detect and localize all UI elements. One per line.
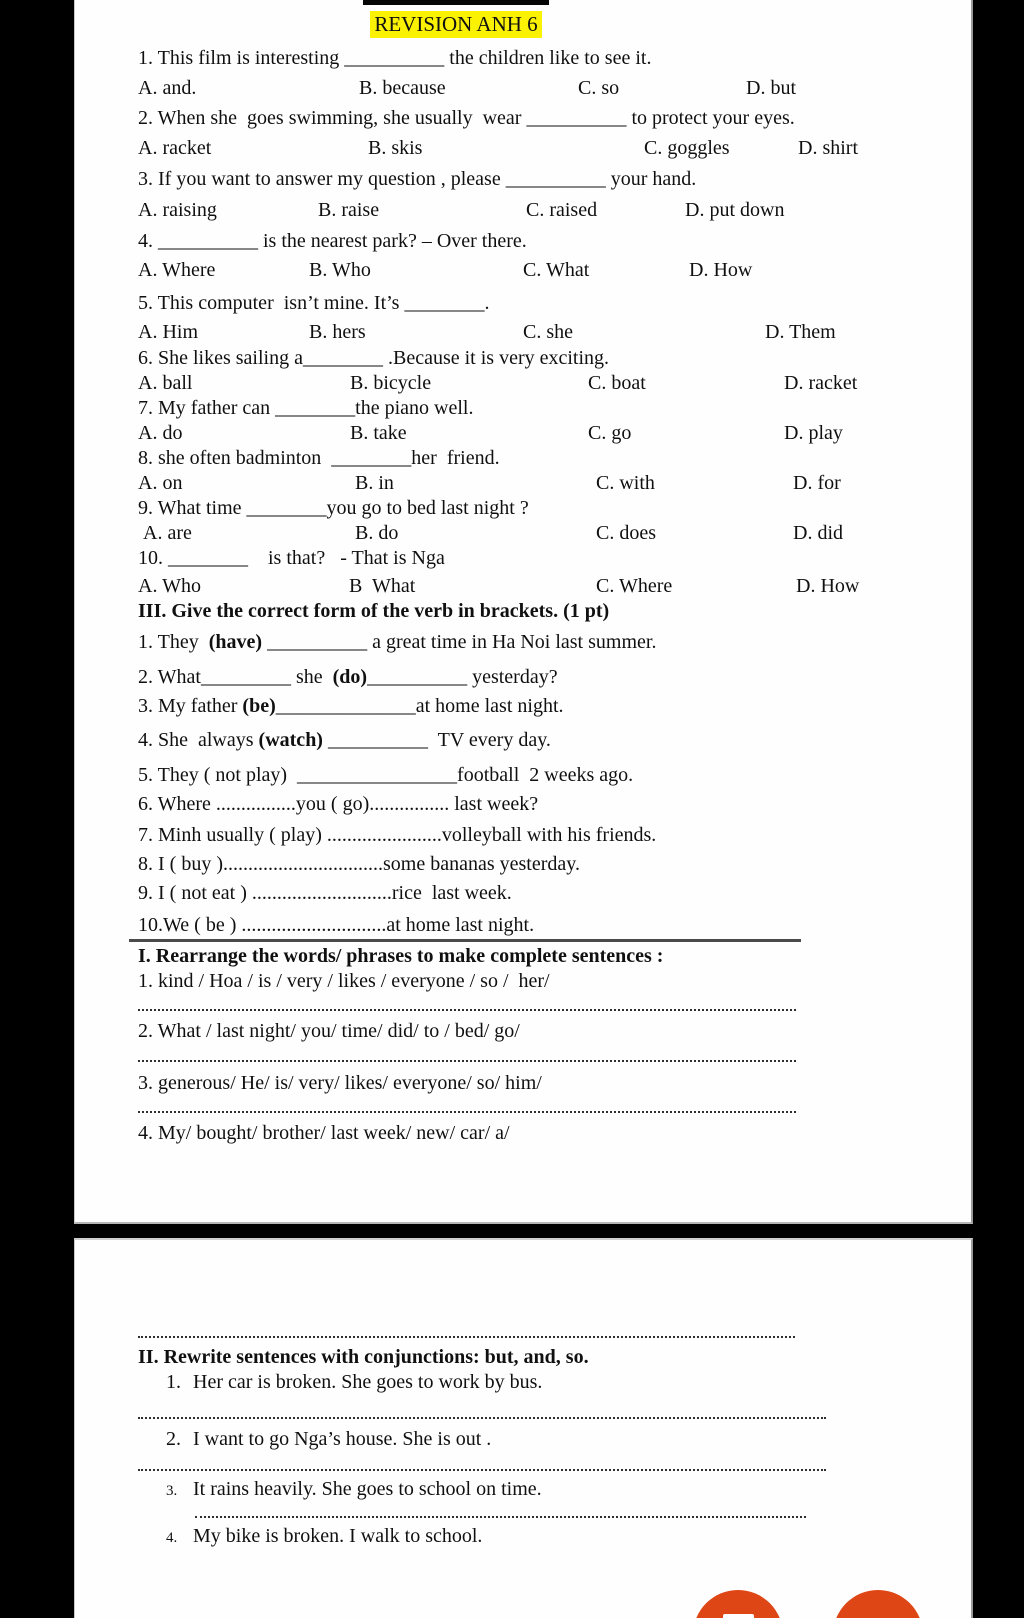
option-item: D. play [784,422,843,444]
section-1-heading: I. Rearrange the words/ phrases to make complete sentences : [138,945,664,967]
option-item: A. Where [138,259,216,281]
item-text: __________ a great time in Ha Noi last summer. [262,631,657,653]
option-row [138,320,971,344]
option-item: A. raising [138,199,217,221]
option-row [138,258,971,282]
item-text: __________ TV every day. [322,729,551,751]
dotted-answer-line [138,1334,795,1338]
verb-form-item: 9. I ( not eat ) ............................rice last week. [138,882,512,904]
option-item: B. in [355,472,394,494]
question-line: 10. ________ is that? - That is Nga [138,547,445,569]
section-divider-rule [129,939,801,942]
option-item: A. do [138,422,183,444]
option-item: C. boat [588,372,646,394]
option-item: C. goggles [644,137,730,159]
item-text: 2. What_________ she [138,666,333,688]
verb-form-item: 8. I ( buy )................................some bananas yesterday. [138,853,580,875]
verb-form-item: 5. They ( not play) ________________football 2 weeks ago. [138,764,634,786]
option-item: A. Him [138,321,198,343]
rewrite-item [166,1524,482,1548]
section-3-heading: III. Give the correct form of the verb in brackets. (1 pt) [138,600,610,622]
verb-form-item [138,728,551,752]
option-item: D. shirt [798,137,858,159]
rearrange-item: 4. My/ bought/ brother/ last week/ new/ car/ a/ [138,1122,510,1144]
rewrite-item [166,1427,491,1451]
option-item: B. take [350,422,407,444]
rewrite-item [166,1477,542,1501]
rewrite-item [166,1370,542,1394]
option-row [138,574,971,598]
verb-form-item [138,694,564,718]
option-item: D. Them [765,321,836,343]
question-line: 7. My father can ________the piano well. [138,397,474,419]
item-number: 1. [166,1371,181,1393]
option-item: B. hers [309,321,366,343]
item-text: 1. They [138,631,209,653]
item-text: It rains heavily. She goes to school on time. [193,1478,542,1500]
dotted-answer-line [138,1467,826,1471]
option-item: D. for [793,472,841,494]
verb-form-item: 6. Where ................you ( go)................ last week? [138,793,539,815]
item-verb: (watch) [258,729,323,751]
option-item: C. so [578,77,620,99]
item-text: My bike is broken. I walk to school. [193,1525,483,1547]
question-line: 6. She likes sailing a________ .Because it is very exciting. [138,347,610,369]
item-text: 4. She always [138,729,259,751]
option-item: A. and. [138,77,197,99]
dotted-answer-line [138,1415,826,1419]
option-item: C. go [588,422,632,444]
item-verb: (be) [242,695,276,717]
option-item: D. put down [685,199,785,221]
dotted-answer-line [138,1058,796,1062]
rearrange-item: 3. generous/ He/ is/ very/ likes/ everyone/ so/ him/ [138,1072,542,1094]
option-item: C. What [523,259,590,281]
worksheet-page-2 [74,1238,973,1618]
option-row [138,198,971,222]
option-item: A. ball [138,372,193,394]
scan-artifact-strip [363,0,549,5]
option-row [138,136,971,160]
rearrange-item: 1. kind / Hoa / is / very / likes / everyone / so / her/ [138,970,550,992]
option-item: D. but [746,77,796,99]
verb-form-item [138,630,656,654]
floating-action-button-2[interactable] [833,1590,923,1618]
dotted-answer-line [138,1007,796,1011]
option-item: D. How [689,259,753,281]
option-row [138,521,971,545]
option-item: B. because [359,77,446,99]
option-item: C. she [523,321,573,343]
option-row [138,371,971,395]
item-text: ______________at home last night. [275,695,564,717]
option-item: B. skis [368,137,423,159]
option-item: C. with [596,472,655,494]
rearrange-item: 2. What / last night/ you/ time/ did/ to / bed/ go/ [138,1020,520,1042]
option-item: D. racket [784,372,858,394]
question-line: 5. This computer isn’t mine. It’s ________. [138,292,490,314]
fab-icon-fragment [723,1614,754,1618]
option-row [138,421,971,445]
option-item: D. did [793,522,843,544]
item-text: I want to go Nga’s house. She is out . [193,1428,492,1450]
question-line: 8. she often badminton ________her friend. [138,447,500,469]
item-number: 3. [166,1483,178,1499]
question-line: 2. When she goes swimming, she usually wear __________ to protect your eyes. [138,107,795,129]
worksheet-page-1 [74,0,973,1224]
option-item: A. Who [138,575,201,597]
option-item: C. Where [596,575,673,597]
option-item: B. bicycle [350,372,432,394]
question-line: 9. What time ________you go to bed last night ? [138,497,529,519]
option-item: B. do [355,522,399,544]
item-verb: (have) [208,631,263,653]
item-text: __________ yesterday? [367,666,558,688]
item-text: 3. My father [138,695,243,717]
option-row [138,471,971,495]
question-line: 1. This film is interesting __________ the children like to see it. [138,47,652,69]
item-verb: (do) [332,666,368,688]
option-item: C. raised [526,199,598,221]
dotted-answer-line [195,1514,806,1518]
question-line: 4. __________ is the nearest park? – Over there. [138,230,527,252]
option-item: A. are [143,522,192,544]
option-item: B. raise [318,199,380,221]
item-text: Her car is broken. She goes to work by bus. [193,1371,543,1393]
page-title [363,11,549,38]
option-item: B What [349,575,416,597]
verb-form-item: 10.We ( be ) .............................at home last night. [138,914,535,936]
item-number: 4. [166,1530,178,1546]
verb-form-item [138,665,558,689]
option-item: D. How [796,575,860,597]
worksheet-title: REVISION ANH 6 [370,11,541,38]
dotted-answer-line [138,1109,796,1113]
question-line: 3. If you want to answer my question , please __________ your hand. [138,168,697,190]
option-item: A. racket [138,137,212,159]
section-2-heading: II. Rewrite sentences with conjunctions: but, and, so. [138,1346,589,1368]
option-item: A. on [138,472,183,494]
item-number: 2. [166,1428,181,1450]
option-item: C. does [596,522,656,544]
option-row [138,76,971,100]
option-item: B. Who [309,259,371,281]
verb-form-item: 7. Minh usually ( play) .......................volleyball with his friends. [138,824,657,846]
